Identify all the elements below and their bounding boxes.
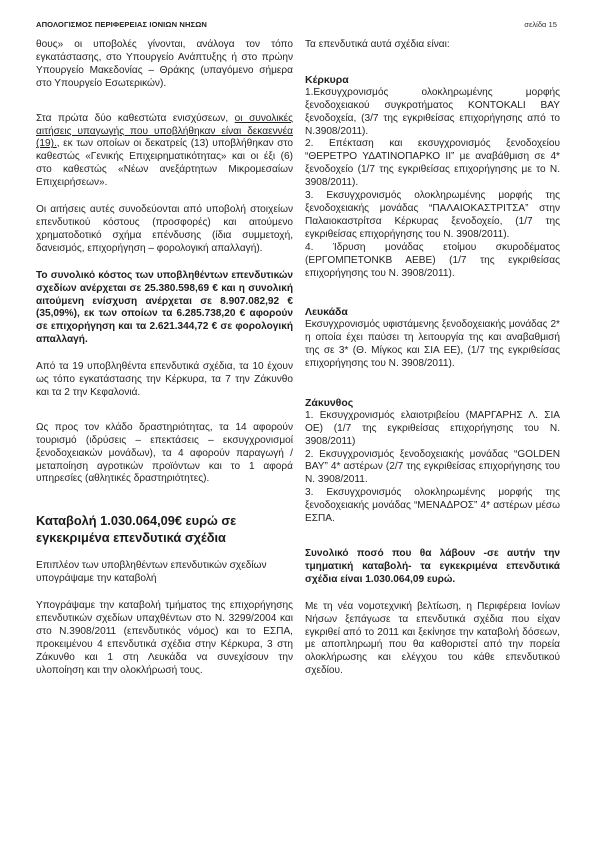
lefkada-project: Εκσυγχρονισμός υφιστάμενης ξενοδοχειακής μονάδας 2* η οποία έχει παύσει τη λειτουργία της και αναβαθμισή της σε 3* (Θ. Μίγκος και ΣΙΑ ΕΕ), (1/7 της εγκριθείσας επιχορήγησης του Ν. 3908/2011). bbox=[305, 319, 560, 370]
page-number: σελίδα 15 bbox=[524, 20, 557, 29]
paragraph-sectors: Ως προς τον κλάδο δραστηριότητας, τα 14 αφορούν τουρισμό (ιδρύσεις – επεκτάσεις – εκσυγχρονισμοί ξενοδοχειακών μονάδων), τα 4 αφορούν παραγωγή / μεταποίηση αγροτικών προϊόντων και το 1 αφορά υπηρεσίες (αθλητικές δραστηριότητες). bbox=[36, 421, 293, 485]
zakynthos-project-2: 2. Εκσυγχρονισμός ξενοδοχειακής μονάδας “GOLDEN BAY” 4* αστέρων (2/7 της εγκριθείσας επιχορήγησης του Ν. 3908/2011. bbox=[305, 448, 560, 486]
applications-breakdown-text: , εκ των οποίων οι δεκατρείς (13) υποβλήθηκαν στο καθεστώς «Γενικής Επιχειρηματικότητας» και οι έξι (6) στο καθεστώς «Νέων ανεξάρτητων Μικρομεσαίων Επιχειρήσεων». bbox=[36, 138, 293, 189]
kerkyra-project-2: 2. Επέκταση και εκσυγχρονισμός ξενοδοχείου “ΘΕΡΕΤΡΟ ΥΔΑΤΙΝΟΠΑΡΚΟ ΙΙ” με αναβάθμιση σε 4* ξενοδοχείο (1/7 της εγκριθείσας επιχορήγησης με το Ν. 3908/2011). bbox=[305, 138, 560, 189]
applications-underlined-text: οι συνολικές αιτήσεις υπαγωγής που υποβλήθηκαν είναι δεκαεννέα (19). bbox=[36, 112, 293, 150]
kerkyra-project-1: 1.Εκσυγχρονισμός ολοκληρωμένης μορφής ξενοδοχειακού συγκροτήματος KONTOKALI BAY ξενοδοχεία, (3/7 της εγκριθείσας επιχορήγησης από το Ν.3908/2011). bbox=[305, 86, 560, 137]
region-heading-lefkada: Λευκάδα bbox=[305, 306, 348, 319]
region-heading-zakynthos: Ζάκυνθος bbox=[305, 396, 354, 409]
kerkyra-project-3: 3. Εκσυγχρονισμός ολοκληρωμένης μορφής της ξενοδοχειακής μονάδας “ΠΑΛΑΙΟΚΑΣΤΡΙΤΣΑ” στην Παλαιοκαστρίτσα Κέρκυρας ξενοδοχείο, (1/7 της εγκριθείσας επιχορήγησης του Ν. 3908/2011). bbox=[305, 190, 560, 240]
zakynthos-project-3: 3. Εκσυγχρονισμός ολοκληρωμένης μορφής της ξενοδοχειακής μονάδας “ΜΕΝΑΔΡΟΣ” 4* αστέρων μέσω ΕΣΠΑ. bbox=[305, 487, 560, 525]
section-heading-payment: Καταβολή 1.030.064,09€ ευρώ σε εγκεκριμένα επενδυτικά σχέδια bbox=[36, 513, 237, 546]
kerkyra-project-4: 4. Ίδρυση μονάδας ετοίμου σκυροδέματος (ΕΡΓΟΜΠΕΤΟΝΚΒ ΑΕΒΕ) (1/7 της εγκριθείσας επιχορήγησης του Ν. 3908/2011). bbox=[305, 241, 560, 279]
summary-total-amount: Συνολικό ποσό που θα λάβουν -σε αυτήν την τμηματική καταβολή- τα εγκεκριμένα επενδυτικά σχέδια είναι 1.030.064,09 ευρώ. bbox=[305, 548, 560, 585]
region-heading-kerkyra: Κέρκυρα bbox=[305, 73, 349, 86]
paragraph-locations: Από τα 19 υποβληθέντα επενδυτικά σχέδια, τα 10 έχουν ως τόπο εγκατάστασης την Κέρκυρα, τα 7 την Ζάκυνθο και τα 2 την Κεφαλονιά. bbox=[36, 361, 293, 398]
right-column bbox=[305, 39, 560, 678]
zakynthos-project-1: 1. Εκσυγχρονισμός ελαιοτριβείου (ΜΑΡΓΑΡΗΣ Λ. ΣΙΑ ΟΕ) (1/7 της εγκριθείσας επιχορήγησης του Ν. 3908/2011) bbox=[305, 409, 560, 447]
applications-intro-text: Στα πρώτα δύο καθεστώτα ενισχύσεων, bbox=[36, 112, 235, 124]
running-header-title: ΑΠΟΛΟΓΙΣΜΟΣ ΠΕΡΙΦΕΡΕΙΑΣ ΙΟΝΙΩΝ ΝΗΣΩΝ bbox=[36, 20, 207, 29]
paragraph-total-cost: Το συνολικό κόστος των υποβληθέντων επενδυτικών σχεδίων ανέρχεται σε 25.380.598,69 € και η συνολική αιτούμενη ενίσχυση ανέρχεται σε 8.907.082,92 € (35,09%), εκ των οποίων τα 6.285.738,20 € αφορούν σε επιχορήγηση και τα 2.621.344,72 € σε φορολογική απαλλαγή. bbox=[36, 269, 293, 346]
paragraph-applications-count bbox=[36, 113, 293, 190]
paragraph-application-documents: Οι αιτήσεις αυτές συνοδεύονται από υποβολή στοιχείων επενδυτικού κόστους (προσφορές) και αιτούμενο χρηματοδοτικό σχήμα επένδυσης (ίδια συμμετοχή, δανεισμός, επιχορήγηση – φορολογική απαλλαγή). bbox=[36, 204, 293, 254]
paragraph-submissions-ministry: θους» οι υποβολές γίνονται, ανάλογα τον τόπο εγκατάστασης, στο Υπουργείο Ανάπτυξης ή στο πρώην Υπουργείο Μακεδονίας – Θράκης (υπαγόμενο σήμερα στο Υπουργείο Εσωτερικών). bbox=[36, 39, 293, 89]
paragraph-additional-payment: Επιπλέον των υποβληθέντων επενδυτικών σχεδίων υπογράψαμε την καταβολή bbox=[36, 560, 267, 585]
paragraph-legislative-improvement: Με τη νέα νομοτεχνική βελτίωση, η Περιφέρεια Ιονίων Νήσων ξεπάγωσε τα επενδυτικά σχέδια που είχαν εγκριθεί από το 2011 και ξεκίνησε την καταβολή δόσεων, με αποπληρωμή που θα καθοριστεί από την πορεία ολοκλήρωσης και ελέγχου του κάθε επενδυτικού σχεδίου. bbox=[305, 600, 560, 677]
left-column bbox=[36, 39, 293, 678]
projects-intro: Τα επενδυτικά αυτά σχέδια είναι: bbox=[305, 39, 450, 50]
paragraph-payment-details: Υπογράψαμε την καταβολή τμήματος της επιχορήγησης επενδυτικών σχεδίων υπαχθέντων στο Ν. 3299/2004 και στο Ν.3908/2011 (επενδυτικός νόμος) και το ΕΣΠΑ, προκειμένου 4 επενδυτικά σχέδια στην Κέρκυρα, 3 στη Ζάκυνθο και 1 στη Λευκάδα να συνεχίσουν την υλοποίηση και την ολοκλήρωσή τους. bbox=[36, 600, 293, 676]
